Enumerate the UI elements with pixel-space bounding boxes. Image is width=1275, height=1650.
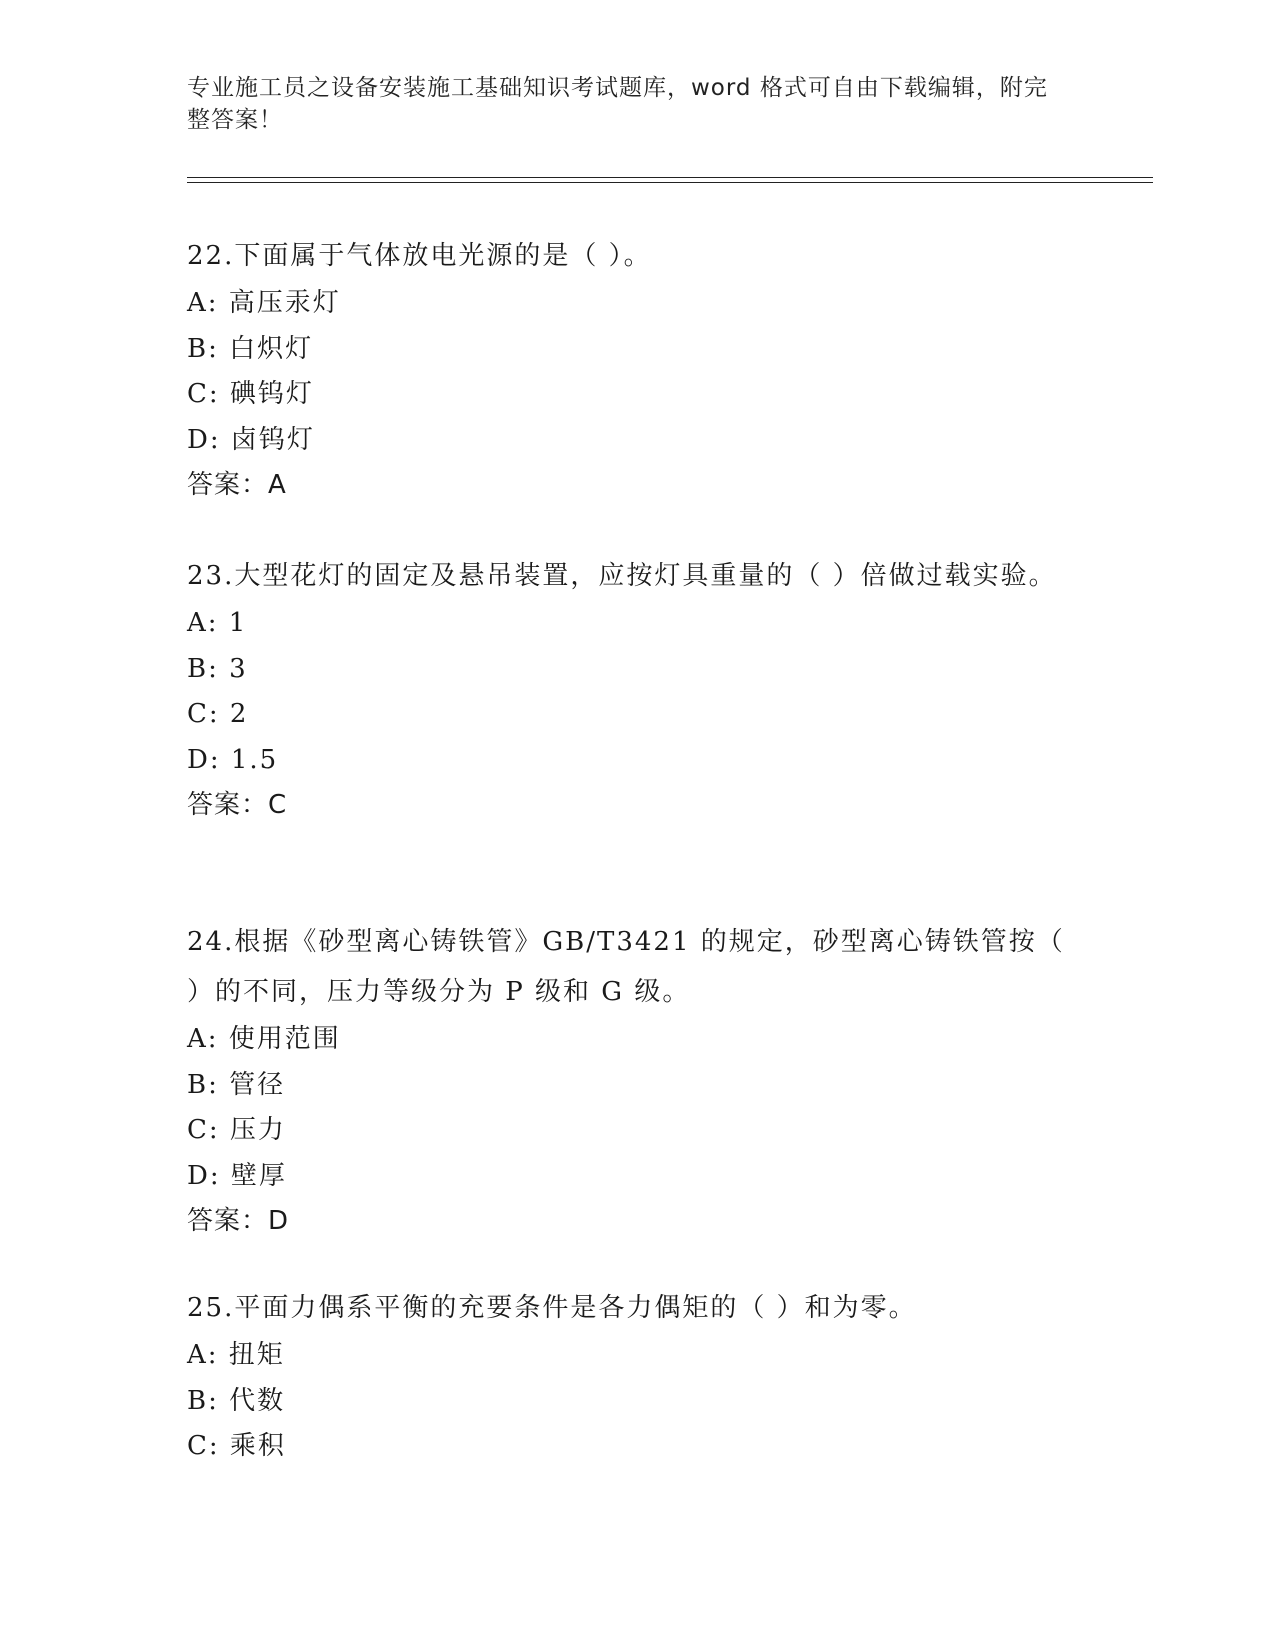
option-c: C: 2 (187, 699, 249, 729)
option-c: C: 碘钨灯 (187, 379, 314, 409)
question-25 (187, 1283, 1067, 1470)
question-22 (187, 231, 1067, 509)
option-b: B: 代数 (187, 1385, 286, 1416)
option-a: A: 高压汞灯 (187, 288, 341, 318)
answer: 答案：A (187, 470, 287, 500)
question-24 (187, 917, 1076, 1245)
option-d: D: 卤钨灯 (187, 424, 315, 455)
option-a: A: 使用范围 (187, 1024, 341, 1054)
question-stem: 24.根据《砂型离心铸铁管》GB/T3421 的规定，砂型离心铸铁管按（ ）的不同，压力等级分为 P 级和 G 级。 (187, 927, 1076, 1007)
option-b: B: 管径 (187, 1069, 286, 1100)
question-stem: 22.下面属于气体放电光源的是（ ）。 (187, 241, 652, 271)
option-b: B: 3 (187, 653, 248, 684)
option-c: C: 压力 (187, 1115, 286, 1145)
option-d: D: 1.5 (187, 744, 279, 775)
question-23 (187, 551, 1067, 829)
document-header: 专业施工员之设备安装施工基础知识考试题库，word 格式可自由下载编辑，附完整答案！ (187, 75, 1048, 133)
header-divider-top (187, 177, 1153, 178)
question-stem: 23.大型花灯的固定及悬吊装置，应按灯具重量的（ ）倍做过载实验。 (187, 561, 1057, 591)
option-a: A: 扭矩 (187, 1340, 285, 1370)
answer: 答案：C (187, 790, 288, 820)
question-stem: 25.平面力偶系平衡的充要条件是各力偶矩的（ ）和为零。 (187, 1293, 917, 1323)
answer: 答案：D (187, 1206, 290, 1236)
option-b: B: 白炽灯 (187, 333, 314, 364)
option-d: D: 壁厚 (187, 1160, 287, 1191)
option-a: A: 1 (187, 608, 248, 638)
header-divider-bottom (187, 182, 1153, 183)
option-c: C: 乘积 (187, 1431, 286, 1461)
